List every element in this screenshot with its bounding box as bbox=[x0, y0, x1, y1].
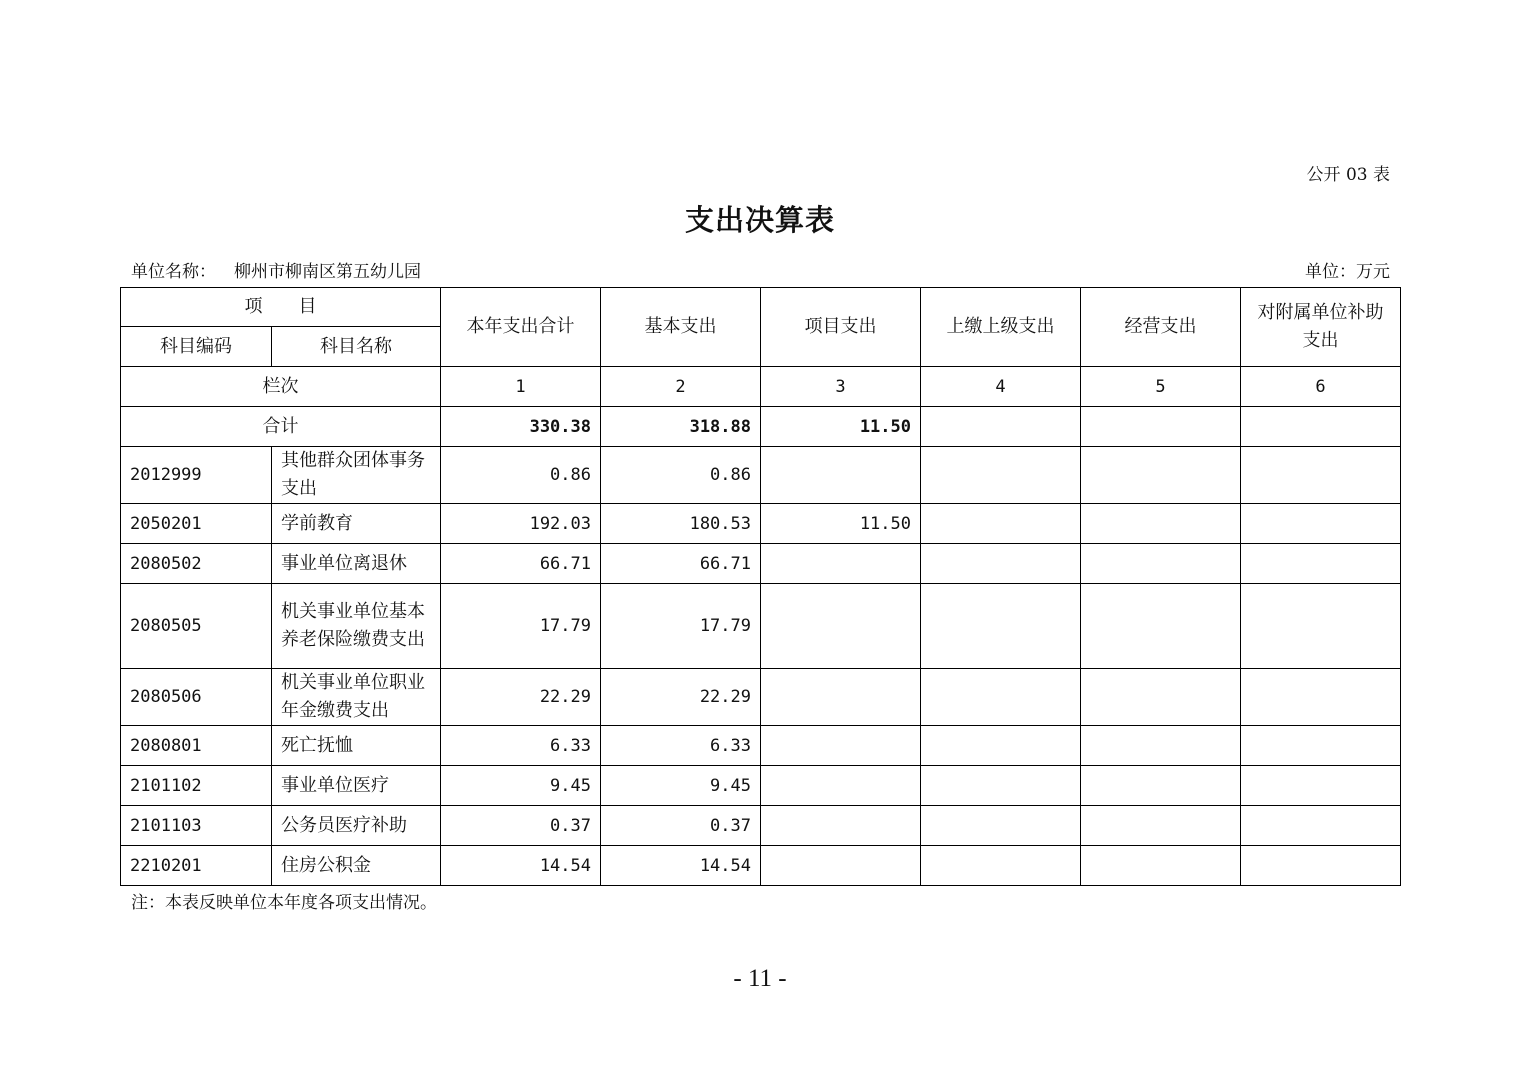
amount-cell: 22.29 bbox=[441, 669, 601, 726]
amount-cell bbox=[761, 806, 921, 846]
subject-code: 2012999 bbox=[121, 447, 272, 504]
page-title: 支出决算表 bbox=[684, 203, 835, 237]
amount-cell bbox=[1241, 447, 1401, 504]
amount-cell bbox=[1241, 806, 1401, 846]
unit-name-value: 柳州市柳南区第五幼儿园 bbox=[234, 262, 421, 282]
header-col-4: 上缴上级支出 bbox=[921, 288, 1081, 367]
header-col-3: 项目支出 bbox=[761, 288, 921, 367]
subject-name: 其他群众团体事务支出 bbox=[272, 447, 441, 504]
subject-code: 2101102 bbox=[121, 766, 272, 806]
amount-cell bbox=[1081, 447, 1241, 504]
total-label: 合计 bbox=[121, 407, 441, 447]
amount-cell bbox=[1241, 584, 1401, 669]
header-item: 项 目 bbox=[121, 288, 441, 327]
subject-code: 2210201 bbox=[121, 846, 272, 886]
amount-cell bbox=[921, 726, 1081, 766]
amount-cell: 0.37 bbox=[601, 806, 761, 846]
column-number: 5 bbox=[1081, 367, 1241, 407]
table-row bbox=[121, 544, 1401, 584]
subject-code: 2080502 bbox=[121, 544, 272, 584]
total-value bbox=[921, 407, 1081, 447]
header-col-5: 经营支出 bbox=[1081, 288, 1241, 367]
amount-cell bbox=[1241, 726, 1401, 766]
column-number: 6 bbox=[1241, 367, 1401, 407]
subject-name: 事业单位离退休 bbox=[272, 544, 441, 584]
total-value: 11.50 bbox=[761, 407, 921, 447]
column-number: 2 bbox=[601, 367, 761, 407]
amount-cell bbox=[1081, 846, 1241, 886]
header-col-1: 本年支出合计 bbox=[441, 288, 601, 367]
header-code: 科目编码 bbox=[121, 327, 272, 367]
subject-code: 2080506 bbox=[121, 669, 272, 726]
table-row bbox=[121, 447, 1401, 504]
amount-cell bbox=[921, 806, 1081, 846]
amount-cell bbox=[761, 544, 921, 584]
column-index-label: 栏次 bbox=[121, 367, 441, 407]
table-row bbox=[121, 504, 1401, 544]
amount-cell bbox=[1081, 504, 1241, 544]
amount-cell: 192.03 bbox=[441, 504, 601, 544]
amount-cell bbox=[761, 447, 921, 504]
subject-name: 事业单位医疗 bbox=[272, 766, 441, 806]
subject-code: 2080801 bbox=[121, 726, 272, 766]
amount-cell: 0.86 bbox=[601, 447, 761, 504]
amount-cell: 6.33 bbox=[441, 726, 601, 766]
subject-code: 2050201 bbox=[121, 504, 272, 544]
amount-cell bbox=[921, 584, 1081, 669]
table-note: 注：本表反映单位本年度各项支出情况。 bbox=[131, 893, 437, 913]
table-row bbox=[121, 669, 1401, 726]
amount-cell bbox=[921, 766, 1081, 806]
subject-code: 2080505 bbox=[121, 584, 272, 669]
subject-name: 机关事业单位基本养老保险缴费支出 bbox=[272, 584, 441, 669]
table-row bbox=[121, 846, 1401, 886]
table-row bbox=[121, 584, 1401, 669]
total-value bbox=[1241, 407, 1401, 447]
total-value: 318.88 bbox=[601, 407, 761, 447]
unit-name-label: 单位名称： bbox=[131, 262, 216, 282]
amount-cell bbox=[1081, 584, 1241, 669]
amount-cell bbox=[1081, 726, 1241, 766]
amount-cell: 14.54 bbox=[601, 846, 761, 886]
amount-cell: 180.53 bbox=[601, 504, 761, 544]
subject-name: 死亡抚恤 bbox=[272, 726, 441, 766]
amount-cell bbox=[1081, 544, 1241, 584]
amount-cell bbox=[1241, 846, 1401, 886]
amount-cell: 11.50 bbox=[761, 504, 921, 544]
currency-unit: 单位：万元 bbox=[1305, 262, 1390, 282]
amount-cell: 6.33 bbox=[601, 726, 761, 766]
total-value: 330.38 bbox=[441, 407, 601, 447]
amount-cell bbox=[761, 669, 921, 726]
amount-cell bbox=[921, 544, 1081, 584]
header-name: 科目名称 bbox=[272, 327, 441, 367]
amount-cell bbox=[761, 846, 921, 886]
amount-cell: 0.86 bbox=[441, 447, 601, 504]
unit-name-line bbox=[131, 257, 421, 282]
amount-cell: 66.71 bbox=[601, 544, 761, 584]
amount-cell bbox=[1081, 806, 1241, 846]
form-number: 公开 03 表 bbox=[1306, 165, 1390, 185]
amount-cell: 14.54 bbox=[441, 846, 601, 886]
amount-cell bbox=[1241, 669, 1401, 726]
column-number: 1 bbox=[441, 367, 601, 407]
amount-cell: 0.37 bbox=[441, 806, 601, 846]
amount-cell bbox=[761, 726, 921, 766]
amount-cell: 9.45 bbox=[441, 766, 601, 806]
amount-cell bbox=[921, 846, 1081, 886]
header-col-2: 基本支出 bbox=[601, 288, 761, 367]
amount-cell bbox=[1241, 544, 1401, 584]
header-col-6: 对附属单位补助支出 bbox=[1241, 288, 1401, 367]
amount-cell: 66.71 bbox=[441, 544, 601, 584]
amount-cell bbox=[921, 669, 1081, 726]
amount-cell: 17.79 bbox=[601, 584, 761, 669]
table-row bbox=[121, 766, 1401, 806]
amount-cell bbox=[1081, 766, 1241, 806]
amount-cell: 17.79 bbox=[441, 584, 601, 669]
column-number: 3 bbox=[761, 367, 921, 407]
amount-cell: 9.45 bbox=[601, 766, 761, 806]
amount-cell bbox=[921, 447, 1081, 504]
amount-cell bbox=[761, 766, 921, 806]
subject-name: 学前教育 bbox=[272, 504, 441, 544]
total-value bbox=[1081, 407, 1241, 447]
subject-code: 2101103 bbox=[121, 806, 272, 846]
table-row bbox=[121, 726, 1401, 766]
subject-name: 机关事业单位职业年金缴费支出 bbox=[272, 669, 441, 726]
amount-cell bbox=[921, 504, 1081, 544]
page-number: - 11 - bbox=[733, 965, 787, 992]
amount-cell: 22.29 bbox=[601, 669, 761, 726]
subject-name: 公务员医疗补助 bbox=[272, 806, 441, 846]
amount-cell bbox=[1081, 669, 1241, 726]
column-number: 4 bbox=[921, 367, 1081, 407]
amount-cell bbox=[1241, 766, 1401, 806]
amount-cell bbox=[761, 584, 921, 669]
expenditure-table bbox=[120, 287, 1401, 886]
table-row bbox=[121, 806, 1401, 846]
subject-name: 住房公积金 bbox=[272, 846, 441, 886]
amount-cell bbox=[1241, 504, 1401, 544]
